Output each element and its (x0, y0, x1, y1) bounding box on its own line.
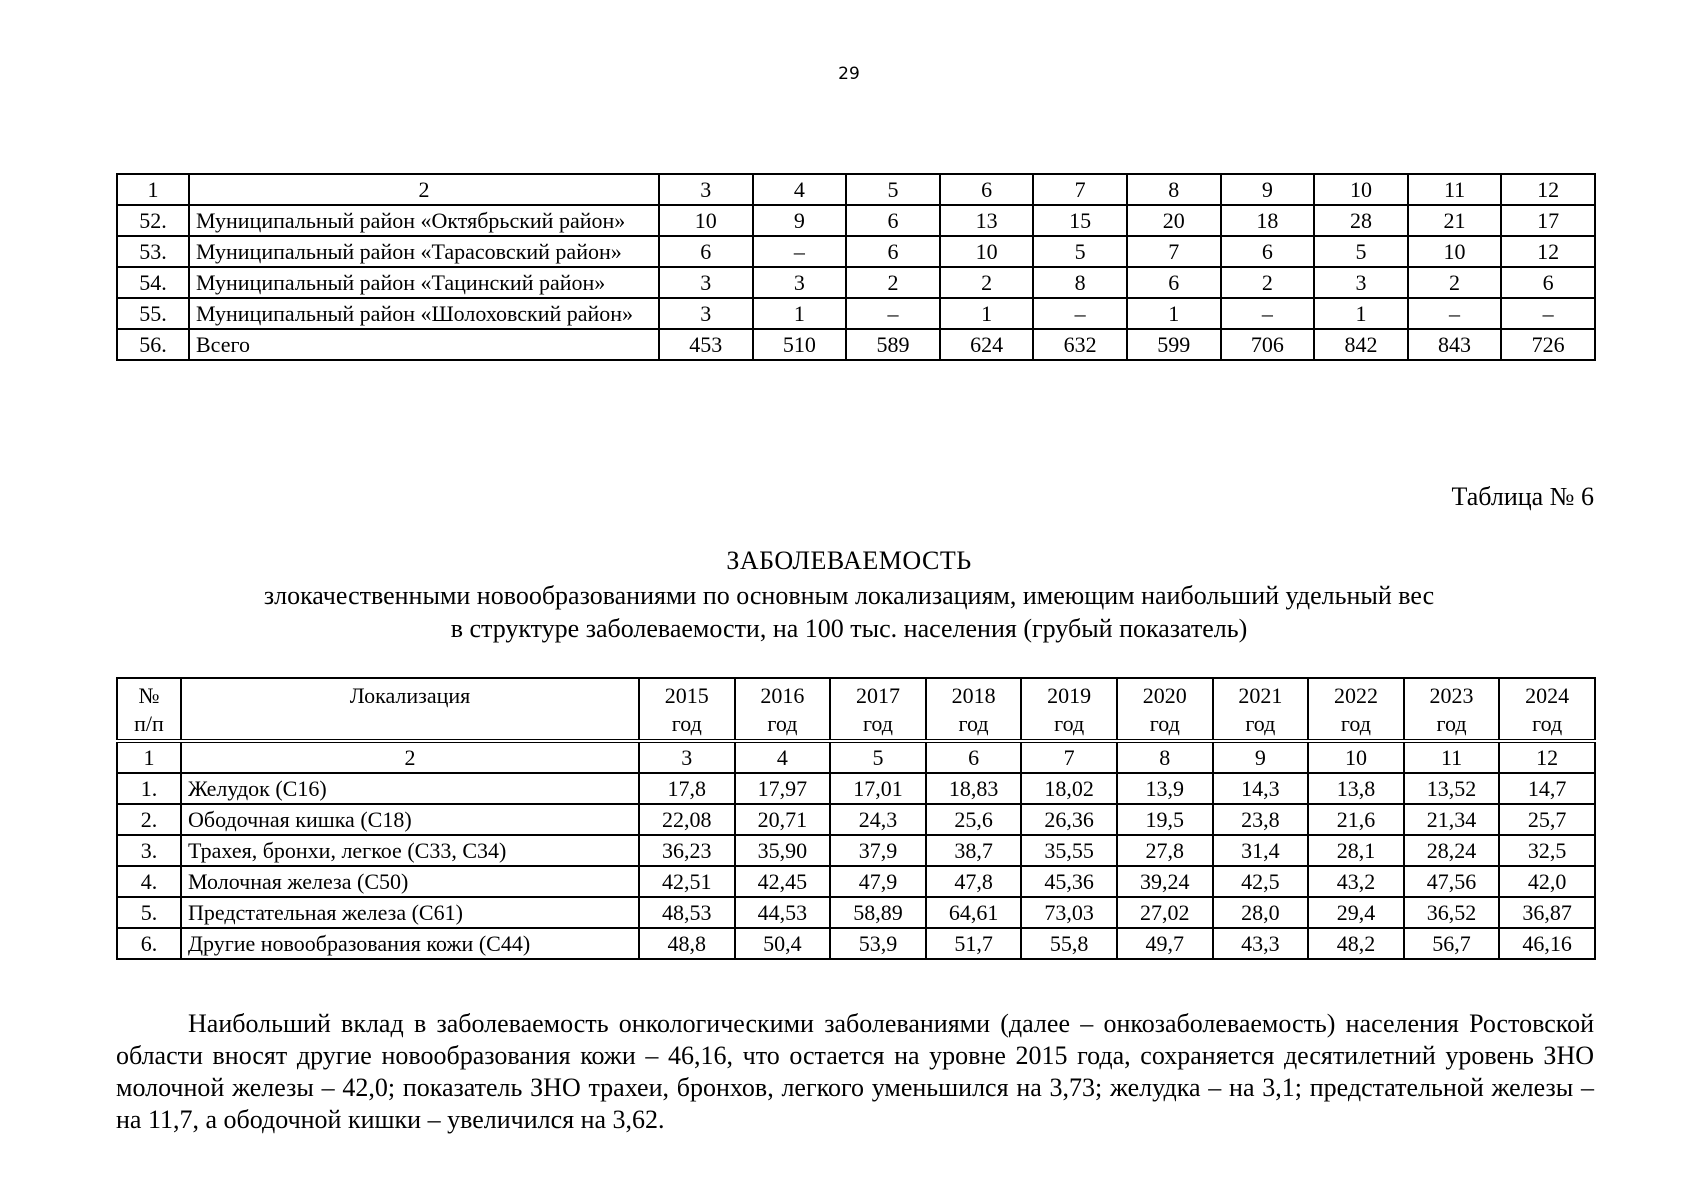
value-cell: 21 (1408, 205, 1502, 236)
value-cell: 7 (1127, 236, 1221, 267)
year-suffix: год (1054, 711, 1085, 736)
year-label: 2024 (1525, 683, 1570, 708)
value-cell: 1 (1127, 298, 1221, 329)
header-cell: 4 (753, 174, 847, 205)
value-cell: – (1221, 298, 1315, 329)
year-suffix: год (1149, 711, 1180, 736)
head-year (926, 678, 1022, 741)
row-number: 3. (117, 835, 181, 866)
value-cell: 28,24 (1404, 835, 1500, 866)
value-cell: 14,7 (1499, 773, 1595, 804)
value-cell: 632 (1033, 329, 1127, 360)
column-number: 7 (1021, 741, 1117, 773)
value-cell: 510 (753, 329, 847, 360)
header-cell: 6 (940, 174, 1034, 205)
value-cell: 17,97 (735, 773, 831, 804)
value-cell: 25,7 (1499, 804, 1595, 835)
value-cell: 10 (940, 236, 1034, 267)
value-cell: 726 (1501, 329, 1595, 360)
value-cell: 38,7 (926, 835, 1022, 866)
header-cell: 8 (1127, 174, 1221, 205)
value-cell: 47,56 (1404, 866, 1500, 897)
year-label: 2015 (664, 683, 709, 708)
value-cell: 27,8 (1117, 835, 1213, 866)
value-cell: 5 (1033, 236, 1127, 267)
year-suffix: год (958, 711, 989, 736)
value-cell: 42,51 (639, 866, 735, 897)
value-cell: – (1033, 298, 1127, 329)
value-cell: 9 (753, 205, 847, 236)
year-suffix: год (1245, 711, 1276, 736)
localization-name: Ободочная кишка (С18) (181, 804, 639, 835)
table-subtitle-line1: злокачественными новообразованиями по основным локализациям, имеющим наибольший удельный вес (263, 581, 1435, 610)
column-number: 2 (181, 741, 639, 773)
year-suffix: год (671, 711, 702, 736)
district-name: Муниципальный район «Октябрьский район» (189, 205, 659, 236)
value-cell: 39,24 (1117, 866, 1213, 897)
value-cell: 53,9 (830, 928, 926, 959)
value-cell: 58,89 (830, 897, 926, 928)
year-label: 2019 (1047, 683, 1092, 708)
year-label: 2017 (855, 683, 900, 708)
value-cell: 20 (1127, 205, 1221, 236)
value-cell: 35,90 (735, 835, 831, 866)
year-label: 2016 (760, 683, 805, 708)
value-cell: – (846, 298, 940, 329)
header-cell: 12 (1501, 174, 1595, 205)
district-table (116, 173, 1596, 361)
head-year (639, 678, 735, 741)
table-label: Таблица № 6 (1451, 482, 1594, 511)
value-cell: 1 (1314, 298, 1408, 329)
value-cell: 55,8 (1021, 928, 1117, 959)
value-cell: 48,53 (639, 897, 735, 928)
value-cell: 47,8 (926, 866, 1022, 897)
value-cell: 3 (753, 267, 847, 298)
head-number (117, 678, 181, 741)
row-number: 1. (117, 773, 181, 804)
value-cell: 1 (753, 298, 847, 329)
incidence-table (116, 677, 1596, 960)
value-cell: 6 (846, 205, 940, 236)
value-cell: 42,45 (735, 866, 831, 897)
value-cell: 18,83 (926, 773, 1022, 804)
value-cell: 12 (1501, 236, 1595, 267)
head-year (1117, 678, 1213, 741)
year-label: 2020 (1142, 683, 1187, 708)
value-cell: 5 (1314, 236, 1408, 267)
year-label: 2023 (1429, 683, 1474, 708)
district-name: Муниципальный район «Тарасовский район» (189, 236, 659, 267)
value-cell: 37,9 (830, 835, 926, 866)
value-cell: 36,87 (1499, 897, 1595, 928)
value-cell: 25,6 (926, 804, 1022, 835)
table-title: ЗАБОЛЕВАЕМОСТЬ (726, 546, 972, 575)
table-row (117, 897, 1595, 928)
value-cell: 2 (1408, 267, 1502, 298)
value-cell: 13,52 (1404, 773, 1500, 804)
value-cell: 28,0 (1213, 897, 1309, 928)
localization-name: Предстательная железа (С61) (181, 897, 639, 928)
column-number: 6 (926, 741, 1022, 773)
value-cell: 22,08 (639, 804, 735, 835)
value-cell: 17,01 (830, 773, 926, 804)
year-suffix: год (1532, 711, 1563, 736)
value-cell: 624 (940, 329, 1034, 360)
district-name: Муниципальный район «Шолоховский район» (189, 298, 659, 329)
header-cell: 11 (1408, 174, 1502, 205)
value-cell: 21,34 (1404, 804, 1500, 835)
value-cell: 6 (1501, 267, 1595, 298)
table-row (117, 236, 1595, 267)
value-cell: 44,53 (735, 897, 831, 928)
column-number-row (117, 741, 1595, 773)
value-cell: 453 (659, 329, 753, 360)
value-cell: 42,5 (1213, 866, 1309, 897)
value-cell: 64,61 (926, 897, 1022, 928)
head-year (1213, 678, 1309, 741)
table-row (117, 835, 1595, 866)
localization-name: Трахея, бронхи, легкое (С33, С34) (181, 835, 639, 866)
row-number: 2. (117, 804, 181, 835)
column-number: 3 (639, 741, 735, 773)
row-number: 54. (117, 267, 189, 298)
value-cell: 48,8 (639, 928, 735, 959)
value-cell: 31,4 (1213, 835, 1309, 866)
value-cell: 28,1 (1308, 835, 1404, 866)
value-cell: 18 (1221, 205, 1315, 236)
value-cell: 8 (1033, 267, 1127, 298)
header-cell: 10 (1314, 174, 1408, 205)
year-suffix: год (1340, 711, 1371, 736)
localization-name: Молочная железа (С50) (181, 866, 639, 897)
column-number: 4 (735, 741, 831, 773)
value-cell: 50,4 (735, 928, 831, 959)
value-cell: 2 (1221, 267, 1315, 298)
head-year (830, 678, 926, 741)
value-cell: 3 (1314, 267, 1408, 298)
head-year (1404, 678, 1500, 741)
value-cell: 28 (1314, 205, 1408, 236)
value-cell: 842 (1314, 329, 1408, 360)
column-number: 9 (1213, 741, 1309, 773)
value-cell: 26,36 (1021, 804, 1117, 835)
value-cell: 42,0 (1499, 866, 1595, 897)
table-head-row (117, 678, 1595, 741)
value-cell: 21,6 (1308, 804, 1404, 835)
value-cell: 36,52 (1404, 897, 1500, 928)
head-year (1308, 678, 1404, 741)
row-number: 5. (117, 897, 181, 928)
value-cell: 46,16 (1499, 928, 1595, 959)
total-label: Всего (189, 329, 659, 360)
column-number: 12 (1499, 741, 1595, 773)
value-cell: – (753, 236, 847, 267)
value-cell: 706 (1221, 329, 1315, 360)
year-suffix: год (1436, 711, 1467, 736)
value-cell: 32,5 (1499, 835, 1595, 866)
header-cell: 1 (117, 174, 189, 205)
table-row (117, 804, 1595, 835)
value-cell: 2 (846, 267, 940, 298)
table-row-total (117, 329, 1595, 360)
year-label: 2022 (1333, 683, 1378, 708)
value-cell: 47,9 (830, 866, 926, 897)
value-cell: 13,9 (1117, 773, 1213, 804)
value-cell: 24,3 (830, 804, 926, 835)
column-number: 11 (1404, 741, 1500, 773)
value-cell: 73,03 (1021, 897, 1117, 928)
table-row (117, 298, 1595, 329)
table-row (117, 205, 1595, 236)
value-cell: 56,7 (1404, 928, 1500, 959)
value-cell: 14,3 (1213, 773, 1309, 804)
value-cell: 6 (846, 236, 940, 267)
value-cell: 10 (1408, 236, 1502, 267)
value-cell: 13,8 (1308, 773, 1404, 804)
value-cell: 6 (1221, 236, 1315, 267)
value-cell: 29,4 (1308, 897, 1404, 928)
table-row (117, 267, 1595, 298)
value-cell: 18,02 (1021, 773, 1117, 804)
header-cell: 2 (189, 174, 659, 205)
table-row (117, 866, 1595, 897)
localization-name: Другие новообразования кожи (С44) (181, 928, 639, 959)
value-cell: – (1501, 298, 1595, 329)
table-subtitle-line2: в структуре заболеваемости, на 100 тыс. населения (грубый показатель) (450, 614, 1248, 643)
row-number: 4. (117, 866, 181, 897)
row-number: 6. (117, 928, 181, 959)
value-cell: 49,7 (1117, 928, 1213, 959)
value-cell: 10 (659, 205, 753, 236)
row-number: 52. (117, 205, 189, 236)
value-cell: 43,2 (1308, 866, 1404, 897)
value-cell: 36,23 (639, 835, 735, 866)
head-number-line1: № (138, 683, 160, 708)
head-year (735, 678, 831, 741)
localization-name: Желудок (С16) (181, 773, 639, 804)
column-number: 8 (1117, 741, 1213, 773)
column-number: 1 (117, 741, 181, 773)
row-number: 53. (117, 236, 189, 267)
summary-paragraph: Наибольший вклад в заболеваемость онкологическими заболеваниями (далее – онкозаболеваемость) населения Ростовской области вносят другие новообразования кожи – 46,16, что остается на уровне 2015 года, сохраняется десятилетний уровень ЗНО молочной железы – 42,0; показатель ЗНО трахеи, бронхов, легкого уменьшился на 3,73; желудка – на 3,1; предстательной железы – на 11,7, а ободочной кишки – увеличился на 3,62. (116, 1009, 1594, 1134)
value-cell: 19,5 (1117, 804, 1213, 835)
page-number: 29 (838, 64, 860, 84)
value-cell: 589 (846, 329, 940, 360)
table-header-row (117, 174, 1595, 205)
value-cell: 13 (940, 205, 1034, 236)
value-cell: 2 (940, 267, 1034, 298)
year-label: 2021 (1238, 683, 1283, 708)
value-cell: 20,71 (735, 804, 831, 835)
year-label: 2018 (951, 683, 996, 708)
head-year (1499, 678, 1595, 741)
value-cell: 3 (659, 298, 753, 329)
value-cell: 843 (1408, 329, 1502, 360)
row-number: 56. (117, 329, 189, 360)
head-number-line2: п/п (134, 711, 164, 736)
value-cell: 48,2 (1308, 928, 1404, 959)
header-cell: 5 (846, 174, 940, 205)
head-year (1021, 678, 1117, 741)
head-localization: Локализация (181, 678, 639, 741)
value-cell: 45,36 (1021, 866, 1117, 897)
value-cell: 15 (1033, 205, 1127, 236)
header-cell: 3 (659, 174, 753, 205)
header-cell: 7 (1033, 174, 1127, 205)
value-cell: 6 (1127, 267, 1221, 298)
header-cell: 9 (1221, 174, 1315, 205)
value-cell: 43,3 (1213, 928, 1309, 959)
value-cell: 27,02 (1117, 897, 1213, 928)
value-cell: 6 (659, 236, 753, 267)
table-row (117, 928, 1595, 959)
value-cell: 23,8 (1213, 804, 1309, 835)
value-cell: 1 (940, 298, 1034, 329)
year-suffix: год (767, 711, 798, 736)
year-suffix: год (862, 711, 893, 736)
value-cell: 3 (659, 267, 753, 298)
value-cell: 17,8 (639, 773, 735, 804)
row-number: 55. (117, 298, 189, 329)
value-cell: 17 (1501, 205, 1595, 236)
table-row (117, 773, 1595, 804)
value-cell: – (1408, 298, 1502, 329)
value-cell: 35,55 (1021, 835, 1117, 866)
value-cell: 51,7 (926, 928, 1022, 959)
column-number: 10 (1308, 741, 1404, 773)
value-cell: 599 (1127, 329, 1221, 360)
column-number: 5 (830, 741, 926, 773)
district-name: Муниципальный район «Тацинский район» (189, 267, 659, 298)
